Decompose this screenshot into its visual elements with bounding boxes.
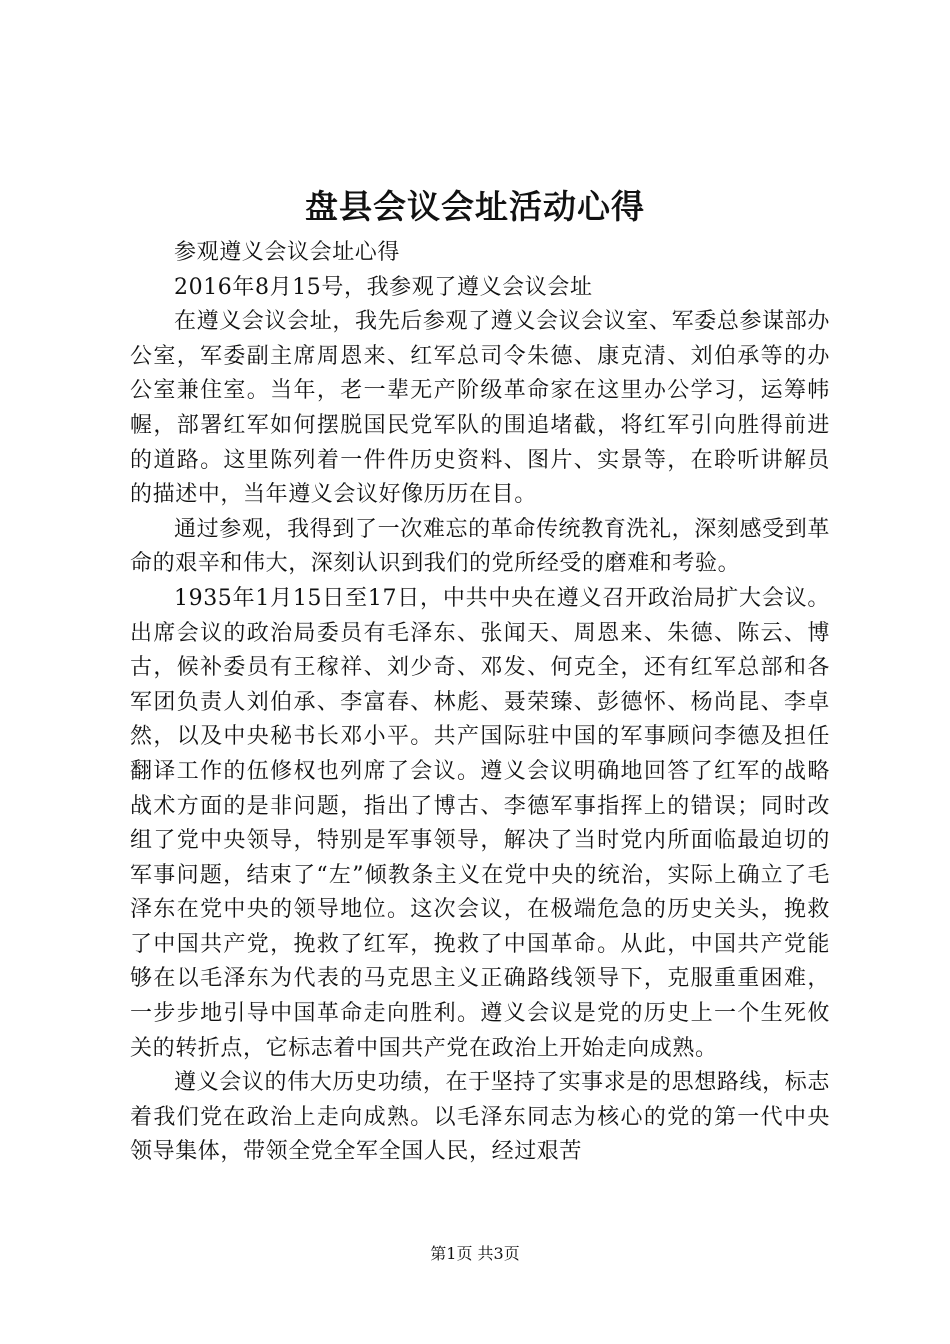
body-paragraph: 通过参观，我得到了一次难忘的革命传统教育洗礼，深刻感受到革命的艰辛和伟大，深刻认识到我们的党所经受的磨难和考验。 (130, 516, 830, 577)
body-paragraph: 1935年1月15日至17日，中共中央在遵义召开政治局扩大会议。出席会议的政治局委员有毛泽东、张闻天、周恩来、朱德、陈云、博古，候补委员有王稼祥、刘少奇、邓发、何克全，还有红军总部和各军团负责人刘伯承、李富春、林彪、聂荣臻、彭德怀、杨尚昆、李卓然，以及中央秘书长邓小平。共产国际驻中国的军事顾问李德及担任翻译工作的伍修权也列席了会议。遵义会议明确地回答了红军的战略战术方面的是非问题，指出了博古、李德军事指挥上的错误；同时改组了党中央领导，特别是军事领导，解决了当时党内所面临最迫切的军事问题，结束了“左”倾教条主义在党中央的统治，实际上确立了毛泽东在党中央的领导地位。这次会议，在极端危急的历史关头，挽救了中国共产党，挽救了红军，挽救了中国革命。从此，中国共产党能够在以毛泽东为代表的马克思主义正确路线领导下，克服重重困难，一步步地引导中国革命走向胜利。遵义会议是党的历史上一个生死攸关的转折点，它标志着中国共产党在政治上开始走向成熟。 (130, 585, 830, 1061)
document-body (130, 236, 830, 1170)
body-paragraph: 遵义会议的伟大历史功绩，在于坚持了实事求是的思想路线，标志着我们党在政治上走向成熟。以毛泽东同志为核心的党的第一代中央领导集体，带领全党全军全国人民，经过艰苦 (130, 1070, 830, 1165)
subtitle-paragraph: 参观遵义会议会址心得 (174, 240, 401, 265)
body-paragraph: 在遵义会议会址，我先后参观了遵义会议会议室、军委总参谋部办公室，军委副主席周恩来、红军总司令朱德、康克清、刘伯承等的办公室兼住室。当年，老一辈无产阶级革命家在这里办公学习，运筹帏幄，部署红军如何摆脱国民党军队的围追堵截，将红军引向胜得前进的道路。这里陈列着一件件历史资料、图片、实景等，在聆听讲解员的描述中，当年遵义会议好像历历在目。 (130, 309, 830, 508)
document-title: 盘县会议会址活动心得 (305, 187, 645, 226)
date-paragraph: 2016年8月15号，我参观了遵义会议会址 (174, 274, 593, 300)
page-number-footer: 第1页 共3页 (430, 1244, 520, 1263)
